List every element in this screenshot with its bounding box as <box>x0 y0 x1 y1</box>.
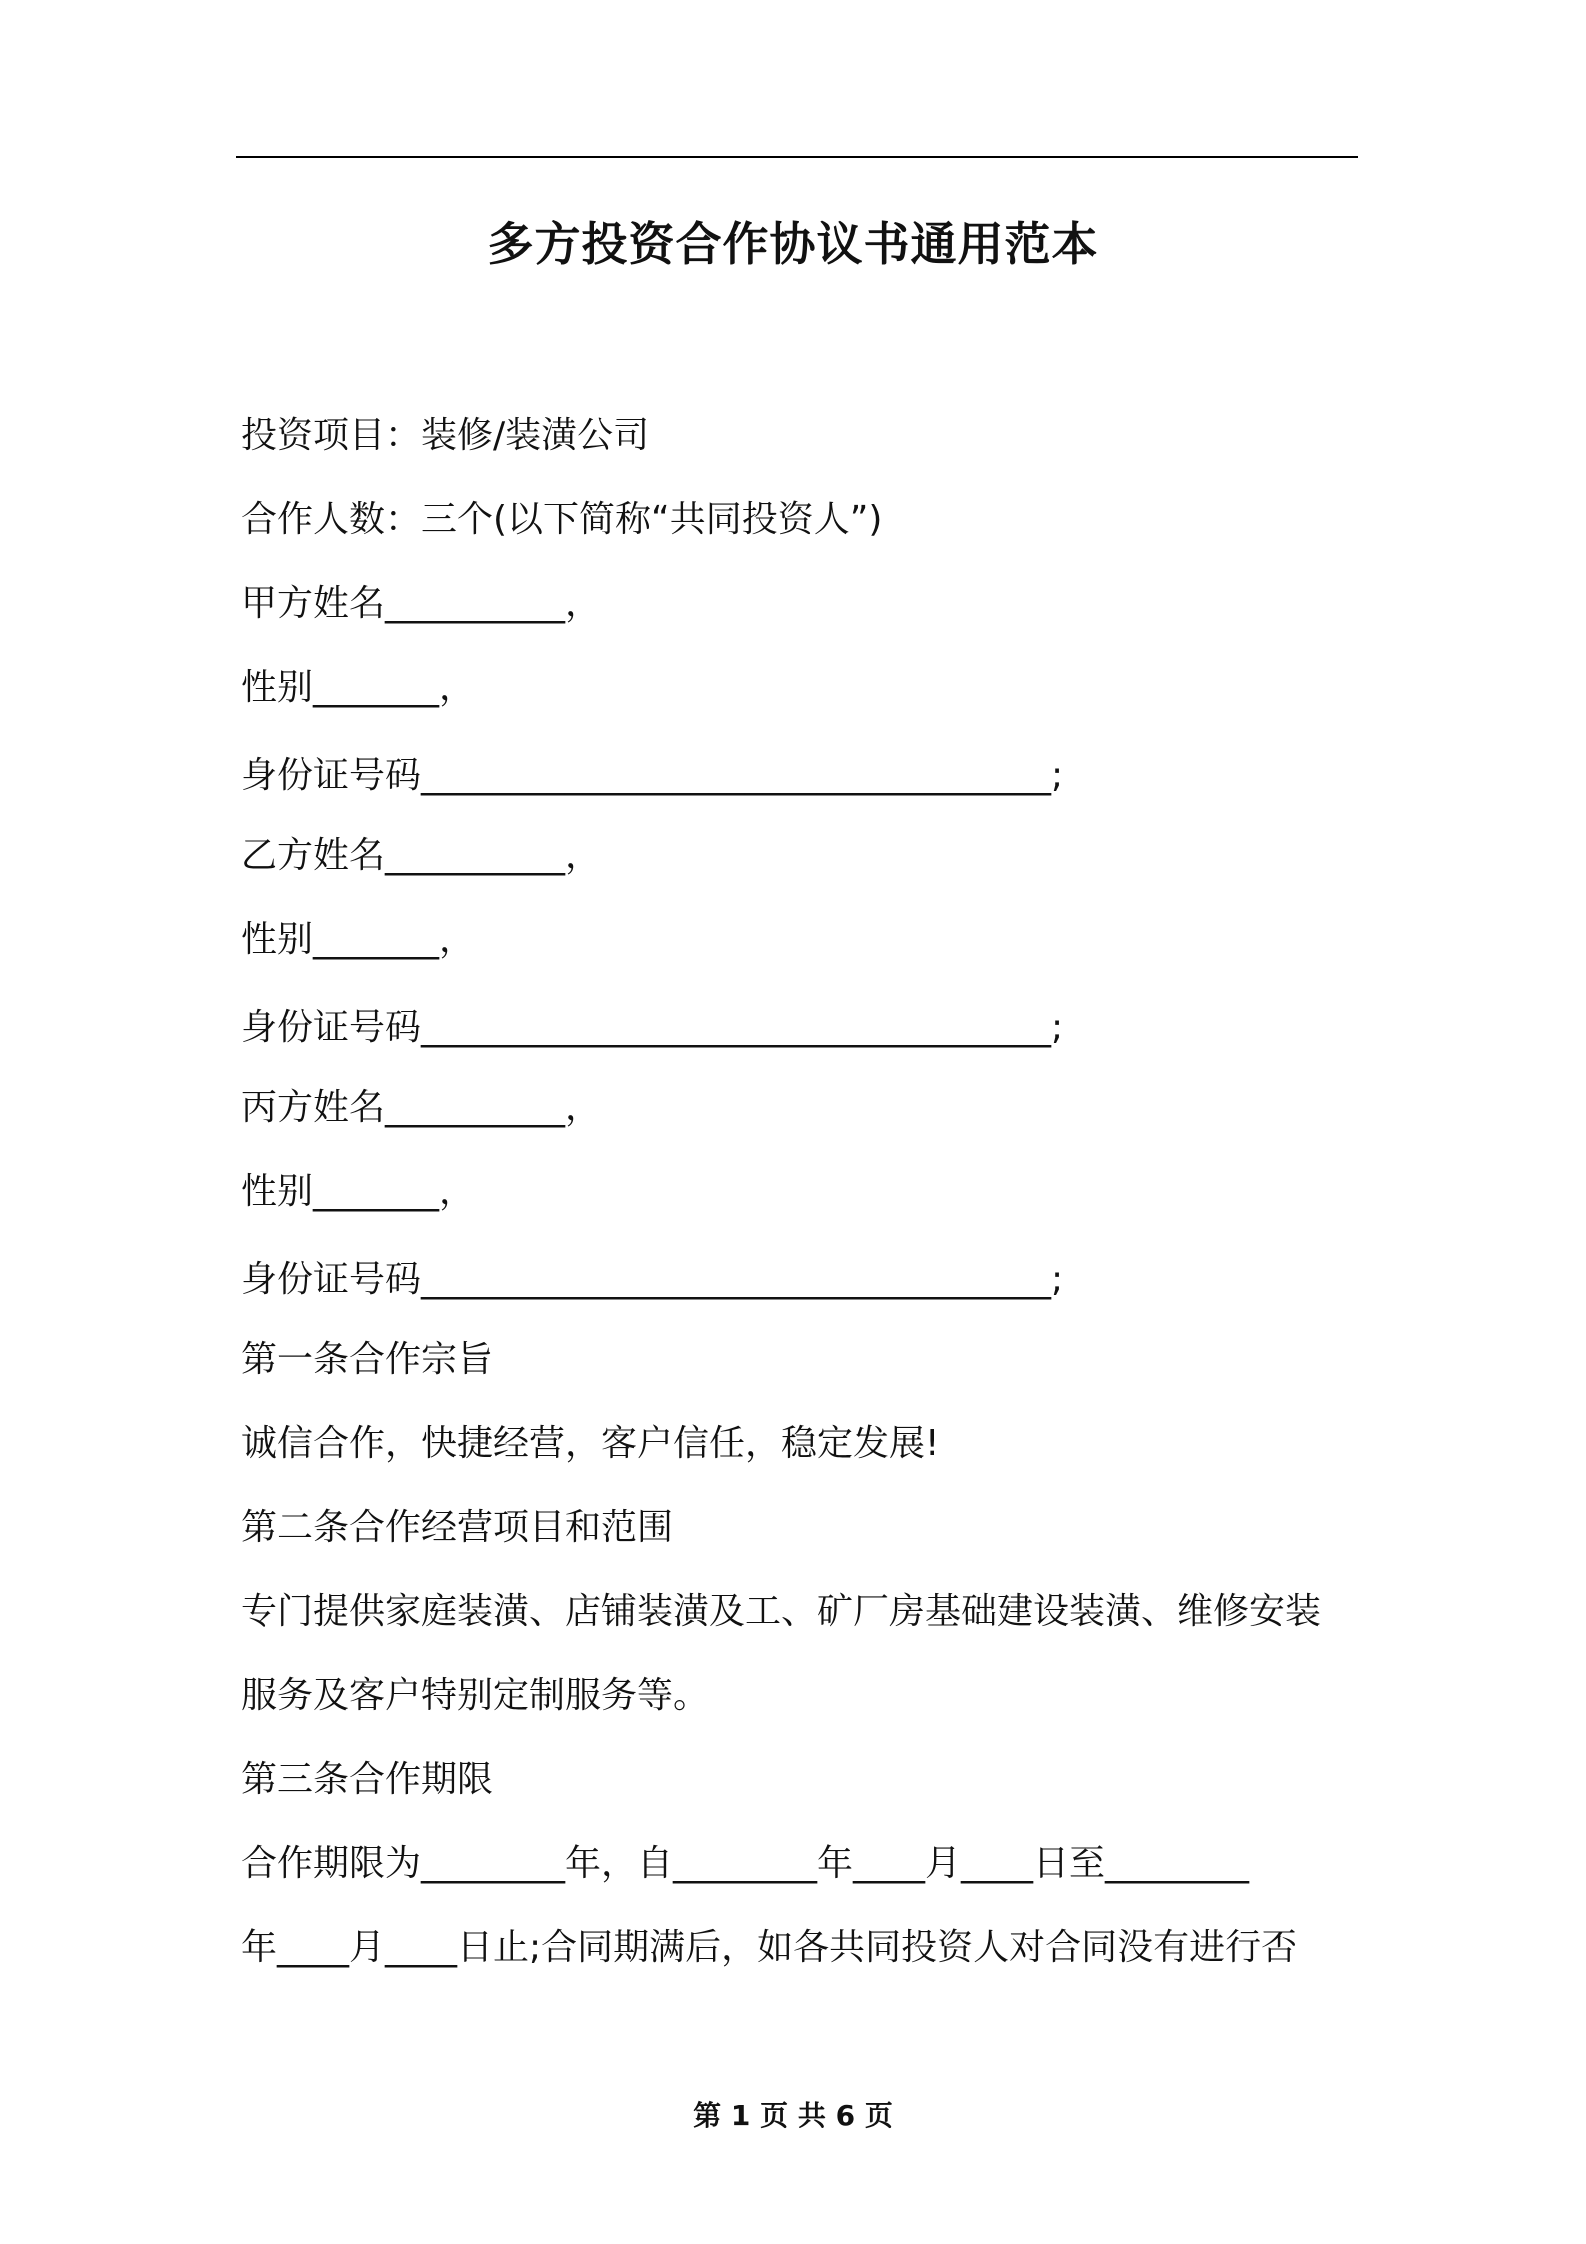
article-3-body-line-2: 年____月____日止;合同期满后，如各共同投资人对合同没有进行否 <box>241 1927 1298 1968</box>
party-c-gender-line: 性别_______， <box>241 1171 476 1212</box>
article-2-body-line-2: 服务及客户特别定制服务等。 <box>241 1675 710 1716</box>
investment-project-line: 投资项目：装修/装潢公司 <box>241 415 650 456</box>
party-c-id-line: 身份证号码___________________________________; <box>241 1259 1064 1300</box>
article-1-body: 诚信合作，快捷经营，客户信任，稳定发展! <box>241 1423 940 1464</box>
article-3-body-line-1: 合作期限为________年，自________年____月____日至________ <box>241 1843 1250 1884</box>
header-rule <box>236 156 1358 158</box>
article-2-body-line-1: 专门提供家庭装潢、店铺装潢及工、矿厂房基础建设装潢、维修安装 <box>241 1591 1322 1632</box>
party-b-id-line: 身份证号码___________________________________; <box>241 1007 1064 1048</box>
page-number-footer: 第 1 页 共 6 页 <box>693 2099 893 2132</box>
party-a-gender-line: 性别_______， <box>241 667 476 708</box>
party-a-id-line: 身份证号码___________________________________; <box>241 755 1064 796</box>
party-a-name-line: 甲方姓名__________， <box>241 583 602 624</box>
article-2-heading: 第二条合作经营项目和范围 <box>241 1507 674 1548</box>
party-c-name-line: 丙方姓名__________， <box>241 1087 602 1128</box>
party-b-gender-line: 性别_______， <box>241 919 476 960</box>
article-1-heading: 第一条合作宗旨 <box>241 1339 494 1380</box>
party-b-name-line: 乙方姓名__________， <box>241 835 602 876</box>
article-3-heading: 第三条合作期限 <box>241 1759 494 1800</box>
document-title: 多方投资合作协议书通用范本 <box>487 217 1099 271</box>
partner-count-line: 合作人数：三个(以下简称“共同投资人”) <box>241 499 883 540</box>
